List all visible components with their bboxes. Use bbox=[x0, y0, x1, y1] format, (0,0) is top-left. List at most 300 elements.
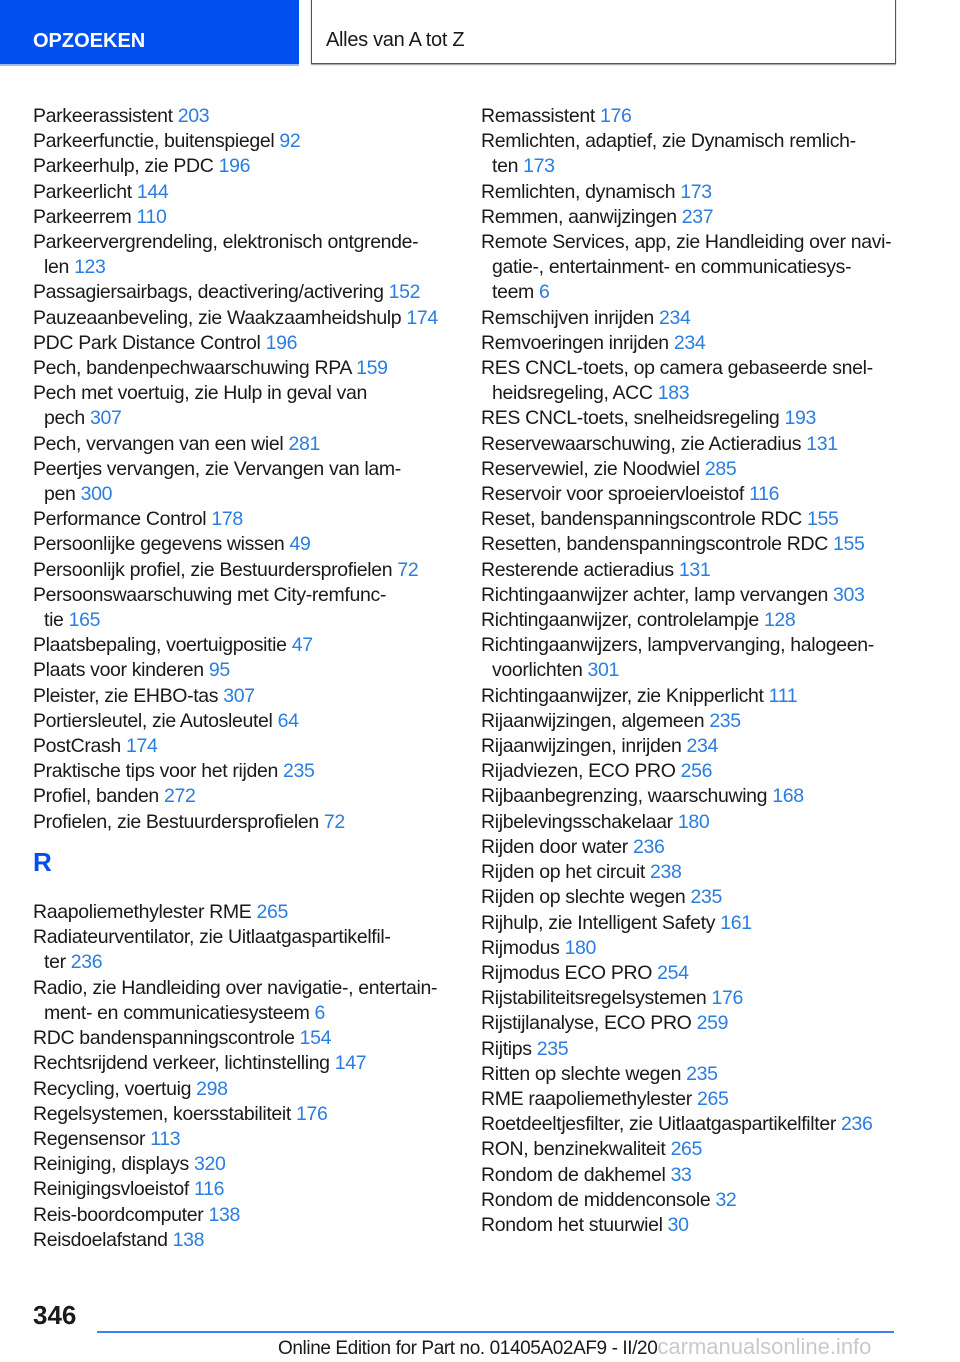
index-letter-heading: R bbox=[33, 846, 52, 877]
index-entry-line bbox=[33, 784, 453, 809]
index-entry-line bbox=[481, 1213, 921, 1238]
index-entry-line bbox=[481, 381, 921, 406]
index-entry-text: Remvoeringen inrijden bbox=[481, 331, 669, 354]
index-entry-line bbox=[33, 900, 453, 925]
index-entry-line bbox=[481, 986, 921, 1011]
index-entry-text: Parkeerhulp, zie PDC bbox=[33, 155, 214, 178]
index-entry-text: RON, benzinekwaliteit bbox=[481, 1138, 666, 1161]
index-entry-text: Rijadviezen, ECO PRO bbox=[481, 760, 676, 783]
index-entry bbox=[481, 507, 921, 532]
index-entry bbox=[481, 129, 921, 179]
index-entry bbox=[481, 1163, 921, 1188]
index-entry bbox=[33, 356, 453, 381]
page-reference-link[interactable]: 6 bbox=[539, 281, 550, 304]
index-entry-text: Parkeerfunctie, buitenspiegel bbox=[33, 130, 275, 153]
page-reference-link[interactable]: 33 bbox=[670, 1163, 692, 1186]
index-entry bbox=[481, 205, 921, 230]
index-entry-text: RME raapoliemethylester bbox=[481, 1087, 692, 1110]
page-reference-link[interactable]: 131 bbox=[678, 558, 711, 581]
page-reference-link[interactable]: 234 bbox=[659, 306, 691, 329]
index-entry bbox=[33, 532, 453, 557]
index-entry-text: pen bbox=[44, 483, 76, 506]
index-entry bbox=[33, 457, 453, 507]
index-entry bbox=[33, 709, 453, 734]
index-entry-text: ter bbox=[44, 951, 66, 974]
page-reference-link[interactable]: 116 bbox=[749, 483, 780, 506]
index-entry-line bbox=[481, 1087, 921, 1112]
index-entry bbox=[33, 507, 453, 532]
index-entry bbox=[481, 784, 921, 809]
index-entry-text: Portiersleutel, zie Autosleutel bbox=[33, 709, 273, 732]
index-entry-text: Reisdoelafstand bbox=[33, 1228, 168, 1251]
index-entry-text: Profiel, banden bbox=[33, 785, 159, 808]
page-reference-link[interactable]: 147 bbox=[334, 1052, 367, 1075]
index-entry-line bbox=[33, 759, 453, 784]
edition-text: Online Edition for Part no. 01405A02AF9 - II/20 bbox=[278, 1338, 658, 1359]
footer-edition bbox=[278, 1334, 871, 1360]
index-entry-line bbox=[481, 1011, 921, 1036]
index-entry-text: RES CNCL-toets, snelheidsregeling bbox=[481, 407, 780, 430]
index-entry-line bbox=[33, 1077, 453, 1102]
index-entry-line bbox=[33, 306, 453, 331]
index-entry bbox=[481, 356, 921, 406]
index-entry-line bbox=[33, 1051, 453, 1076]
index-entry-line bbox=[481, 356, 921, 381]
page-reference-link[interactable]: 110 bbox=[136, 205, 167, 228]
page-reference-link[interactable]: 138 bbox=[172, 1228, 205, 1251]
index-entry-text: Persoonswaarschuwing met City-remfunc- bbox=[33, 583, 386, 606]
page-reference-link[interactable]: 303 bbox=[833, 583, 865, 606]
index-entry-text: Rijstabiliteitsregelsystemen bbox=[481, 987, 707, 1010]
page-reference-link[interactable]: 259 bbox=[696, 1012, 729, 1035]
page-reference-link[interactable]: 154 bbox=[299, 1027, 332, 1050]
page-reference-link[interactable]: 128 bbox=[763, 609, 796, 632]
page-reference-link[interactable]: 155 bbox=[806, 508, 839, 531]
page-reference-link[interactable]: 138 bbox=[208, 1203, 240, 1226]
index-entry-line bbox=[481, 684, 921, 709]
index-entry-line bbox=[481, 507, 921, 532]
page-reference-link[interactable]: 307 bbox=[223, 684, 255, 707]
page-reference-link[interactable]: 174 bbox=[125, 735, 158, 758]
index-entry-text: Radiateurventilator, zie Uitlaatgaspartikelfil- bbox=[33, 926, 391, 949]
index-entry-line bbox=[33, 1177, 453, 1202]
page-reference-link[interactable]: 300 bbox=[80, 483, 113, 506]
index-entry bbox=[33, 583, 453, 633]
index-entry-text: Parkeerassistent bbox=[33, 105, 173, 127]
index-entry bbox=[33, 925, 453, 975]
index-entry-text: Profielen, zie Bestuurdersprofielen bbox=[33, 810, 319, 833]
page-reference-link[interactable]: 235 bbox=[283, 760, 315, 783]
index-entry bbox=[481, 1188, 921, 1213]
index-entry-line bbox=[33, 104, 453, 129]
index-entry-text: Plaatsbepaling, voertuigpositie bbox=[33, 634, 287, 657]
page-reference-link[interactable]: 301 bbox=[587, 659, 620, 682]
page-reference-link[interactable]: 111 bbox=[768, 684, 798, 707]
index-entry-line bbox=[33, 1102, 453, 1127]
index-entry bbox=[33, 205, 453, 230]
index-entry bbox=[481, 684, 921, 709]
index-entry bbox=[33, 1152, 453, 1177]
index-entry-line bbox=[481, 961, 921, 986]
index-entry bbox=[33, 759, 453, 784]
index-entry-text: Reservewiel, zie Noodwiel bbox=[481, 457, 700, 480]
index-entry bbox=[481, 583, 921, 608]
page-reference-link[interactable]: 72 bbox=[323, 810, 345, 833]
index-entry-line bbox=[33, 457, 453, 482]
page-reference-link[interactable]: 144 bbox=[136, 180, 169, 203]
page-reference-link[interactable]: 236 bbox=[70, 951, 103, 974]
index-entry-text: Persoonlijke gegevens wissen bbox=[33, 533, 285, 556]
index-entry bbox=[481, 860, 921, 885]
page-reference-link[interactable]: 159 bbox=[356, 357, 388, 380]
index-entry-line bbox=[33, 255, 453, 280]
index-entry-line bbox=[481, 583, 921, 608]
index-entry bbox=[33, 1077, 453, 1102]
index-entry-text: Parkeerrem bbox=[33, 205, 132, 228]
index-entry-line bbox=[481, 205, 921, 230]
index-entry-text: Rondom de dakhemel bbox=[481, 1163, 666, 1186]
index-entry-line bbox=[481, 255, 921, 280]
watermark: carmanualsonline.info bbox=[657, 1334, 872, 1359]
index-entry-line bbox=[481, 331, 921, 356]
page-reference-link[interactable]: 234 bbox=[673, 331, 706, 354]
page-reference-link[interactable]: 234 bbox=[686, 735, 719, 758]
index-entry-line bbox=[33, 976, 453, 1001]
index-entry-line bbox=[481, 810, 921, 835]
index-entry-text: teem bbox=[492, 281, 534, 304]
index-entry-line bbox=[481, 1163, 921, 1188]
footer-divider bbox=[97, 1331, 894, 1333]
index-entry-line bbox=[33, 1203, 453, 1228]
page-reference-link[interactable]: 238 bbox=[649, 861, 682, 884]
index-entry bbox=[481, 457, 921, 482]
index-entry bbox=[33, 1228, 453, 1253]
index-entry-line bbox=[481, 306, 921, 331]
index-entry-line bbox=[33, 950, 453, 975]
index-entry-text: Reis-boordcomputer bbox=[33, 1203, 204, 1226]
index-entry-text: Richtingaanwijzer, zie Knipperlicht bbox=[481, 684, 764, 707]
page-reference-link[interactable]: 173 bbox=[523, 155, 555, 178]
index-entry bbox=[33, 432, 453, 457]
page-reference-link[interactable]: 236 bbox=[841, 1113, 873, 1136]
index-entry-line bbox=[481, 457, 921, 482]
index-entry-line bbox=[33, 1026, 453, 1051]
index-entry-text: Rijstijlanalyse, ECO PRO bbox=[481, 1012, 692, 1035]
page-reference-link[interactable]: 32 bbox=[715, 1188, 737, 1211]
index-entry bbox=[33, 558, 453, 583]
index-entry-text: Richtingaanwijzers, lampvervanging, halogeen- bbox=[481, 634, 874, 657]
index-entry-text: Peertjes vervangen, zie Vervangen van lam- bbox=[33, 457, 401, 480]
index-entry-text: Rijaanwijzingen, algemeen bbox=[481, 709, 705, 732]
index-entry bbox=[481, 734, 921, 759]
index-entry-text: Rijmodus ECO PRO bbox=[481, 961, 653, 984]
index-entry-line bbox=[481, 1137, 921, 1162]
page-reference-link[interactable]: 285 bbox=[704, 457, 737, 480]
index-entry bbox=[33, 633, 453, 658]
index-entry-text: Reset, bandenspanningscontrole RDC bbox=[481, 508, 802, 531]
index-entry-line bbox=[33, 925, 453, 950]
index-entry-text: Resterende actieradius bbox=[481, 558, 674, 581]
page-header bbox=[311, 0, 896, 64]
index-entry bbox=[481, 406, 921, 431]
index-entry-line bbox=[481, 180, 921, 205]
page-reference-link[interactable]: 235 bbox=[709, 709, 741, 732]
page-reference-link[interactable]: 237 bbox=[681, 205, 714, 228]
index-entry-line bbox=[481, 1188, 921, 1213]
index-entry-line bbox=[33, 507, 453, 532]
page-reference-link[interactable]: 64 bbox=[277, 709, 299, 732]
index-entry-line bbox=[33, 129, 453, 154]
index-entry-text: Pauzeaanbeveling, zie Waakzaamheidshulp bbox=[33, 306, 402, 329]
page-reference-link[interactable]: 155 bbox=[833, 533, 865, 556]
index-entry bbox=[481, 759, 921, 784]
index-entry-text: Praktische tips voor het rijden bbox=[33, 760, 278, 783]
index-entry-text: Persoonlijk profiel, zie Bestuurdersprofielen bbox=[33, 558, 393, 581]
index-entry bbox=[33, 280, 453, 305]
index-entry-line bbox=[481, 734, 921, 759]
index-entry-line bbox=[33, 684, 453, 709]
page-reference-link[interactable]: 131 bbox=[806, 432, 838, 455]
index-entry-text: Regelsystemen, koersstabiliteit bbox=[33, 1102, 291, 1125]
index-entry bbox=[481, 961, 921, 986]
index-entry bbox=[33, 381, 453, 431]
index-entry bbox=[481, 835, 921, 860]
page-reference-link[interactable]: 196 bbox=[218, 155, 251, 178]
page-reference-link[interactable]: 176 bbox=[711, 987, 743, 1010]
index-entry bbox=[481, 885, 921, 910]
index-entry-line bbox=[481, 154, 921, 179]
index-entry-line bbox=[33, 532, 453, 557]
index-entry-line bbox=[481, 784, 921, 809]
index-entry-text: ment- en communicatiesysteem bbox=[44, 1001, 310, 1024]
page-reference-link[interactable]: 235 bbox=[686, 1062, 718, 1085]
page-reference-link[interactable]: 72 bbox=[397, 558, 419, 581]
index-entry-line bbox=[33, 356, 453, 381]
index-entry-text: Recycling, voertuig bbox=[33, 1077, 192, 1100]
index-entry bbox=[481, 180, 921, 205]
page-reference-link[interactable]: 168 bbox=[772, 785, 804, 808]
index-entry-line bbox=[481, 835, 921, 860]
index-entry-text: Rijden op het circuit bbox=[481, 861, 645, 884]
index-entry-line bbox=[33, 734, 453, 759]
page-reference-link[interactable]: 298 bbox=[196, 1077, 228, 1100]
index-entry-line bbox=[33, 658, 453, 683]
page-reference-link[interactable]: 203 bbox=[177, 105, 210, 127]
page-reference-link[interactable]: 30 bbox=[667, 1213, 689, 1236]
index-entry-line bbox=[481, 911, 921, 936]
index-entry-text: Rondom de middenconsole bbox=[481, 1188, 711, 1211]
page-reference-link[interactable]: 235 bbox=[690, 886, 723, 909]
index-entry bbox=[33, 1102, 453, 1127]
index-entry-text: PDC Park Distance Control bbox=[33, 331, 261, 354]
index-entry-line bbox=[33, 583, 453, 608]
page-reference-link[interactable]: 123 bbox=[74, 256, 106, 279]
index-entry-text: Parkeerlicht bbox=[33, 180, 132, 203]
index-entry bbox=[33, 734, 453, 759]
page-reference-link[interactable]: 235 bbox=[536, 1037, 569, 1060]
index-entry bbox=[33, 104, 453, 129]
index-entry bbox=[33, 1177, 453, 1202]
index-entry bbox=[33, 180, 453, 205]
page-reference-link[interactable]: 178 bbox=[211, 508, 243, 531]
page-reference-link[interactable]: 236 bbox=[632, 835, 665, 858]
index-entry bbox=[33, 784, 453, 809]
index-entry-text: Raapoliemethylester RME bbox=[33, 901, 252, 924]
page-reference-link[interactable]: 256 bbox=[680, 760, 713, 783]
index-entry-text: Remlichten, adaptief, zie Dynamisch remlich- bbox=[481, 130, 856, 153]
page-reference-link[interactable]: 165 bbox=[68, 609, 101, 632]
page-reference-link[interactable]: 152 bbox=[388, 281, 421, 304]
page-reference-link[interactable]: 281 bbox=[288, 432, 320, 455]
page-reference-link[interactable]: 265 bbox=[256, 901, 289, 924]
index-entry-text: Richtingaanwijzer achter, lamp vervangen bbox=[481, 583, 828, 606]
index-entry-line bbox=[33, 482, 453, 507]
index-entry bbox=[481, 331, 921, 356]
index-entry bbox=[33, 306, 453, 331]
page-title: Alles van A tot Z bbox=[326, 29, 465, 51]
index-entry-text: RES CNCL-toets, op camera gebaseerde snel- bbox=[481, 357, 873, 380]
index-entry-text: RDC bandenspanningscontrole bbox=[33, 1027, 295, 1050]
index-entry bbox=[481, 482, 921, 507]
index-entry-text: Reinigingsvloeistof bbox=[33, 1178, 189, 1201]
index-entry bbox=[33, 154, 453, 179]
index-entry bbox=[481, 1011, 921, 1036]
page-reference-link[interactable]: 92 bbox=[279, 130, 301, 153]
index-entry-text: len bbox=[44, 256, 69, 279]
index-entry-text: pech bbox=[44, 407, 85, 430]
index-entry-line bbox=[481, 558, 921, 583]
page-reference-link[interactable]: 307 bbox=[89, 407, 122, 430]
index-entry bbox=[33, 976, 453, 1026]
index-entry-line bbox=[481, 230, 921, 255]
index-entry bbox=[481, 1137, 921, 1162]
page-reference-link[interactable]: 6 bbox=[314, 1001, 326, 1024]
page-reference-link[interactable]: 47 bbox=[291, 634, 313, 657]
page-reference-link[interactable]: 176 bbox=[600, 105, 632, 127]
index-entry-line bbox=[481, 432, 921, 457]
index-entry-text: Remschijven inrijden bbox=[481, 306, 654, 329]
index-entry bbox=[481, 432, 921, 457]
index-entry bbox=[481, 532, 921, 557]
index-entry bbox=[33, 1203, 453, 1228]
page-reference-link[interactable]: 116 bbox=[194, 1178, 225, 1201]
section-tab-opzoeken[interactable] bbox=[0, 0, 299, 66]
index-entry-line bbox=[481, 860, 921, 885]
page-reference-link[interactable]: 174 bbox=[406, 306, 438, 329]
index-entry-text: voorlichten bbox=[492, 659, 583, 682]
index-entry bbox=[33, 1127, 453, 1152]
section-tab-label: OPZOEKEN bbox=[33, 30, 146, 52]
index-entry-line bbox=[33, 633, 453, 658]
index-entry-text: Roetdeeltjesfilter, zie Uitlaatgaspartikelfilter bbox=[481, 1113, 836, 1136]
index-entry bbox=[33, 810, 453, 835]
index-entry bbox=[481, 633, 921, 683]
index-entry bbox=[481, 911, 921, 936]
index-entry bbox=[481, 104, 921, 129]
page-reference-link[interactable]: 196 bbox=[265, 331, 298, 354]
index-entry-text: Rijhulp, zie Intelligent Safety bbox=[481, 911, 716, 934]
index-entry-line bbox=[33, 205, 453, 230]
page-reference-link[interactable]: 173 bbox=[680, 180, 712, 203]
index-entry bbox=[481, 230, 921, 306]
index-entry bbox=[481, 936, 921, 961]
index-entry-text: Passagiersairbags, deactivering/activering bbox=[33, 281, 384, 304]
page-number: 346 bbox=[33, 1300, 77, 1330]
page-reference-link[interactable]: 180 bbox=[564, 936, 597, 959]
index-entry-text: ten bbox=[492, 155, 519, 178]
index-entry-text: Reservewaarschuwing, zie Actieradius bbox=[481, 432, 802, 455]
index-entry bbox=[33, 129, 453, 154]
index-entry-line bbox=[481, 532, 921, 557]
index-entry bbox=[481, 608, 921, 633]
index-entry-line bbox=[33, 608, 453, 633]
index-entry-text: Richtingaanwijzer, controlelampje bbox=[481, 609, 759, 632]
index-entry bbox=[481, 306, 921, 331]
index-entry-line bbox=[33, 1127, 453, 1152]
index-entry-text: Ritten op slechte wegen bbox=[481, 1062, 682, 1085]
page-reference-link[interactable]: 176 bbox=[296, 1102, 328, 1125]
page-reference-link[interactable]: 183 bbox=[657, 382, 690, 405]
page-reference-link[interactable]: 272 bbox=[164, 785, 196, 808]
page-reference-link[interactable]: 49 bbox=[289, 533, 311, 556]
index-entry-line bbox=[33, 810, 453, 835]
index-entry bbox=[481, 986, 921, 1011]
index-entry-line bbox=[33, 406, 453, 431]
index-column-left bbox=[33, 104, 453, 1253]
index-entry-text: Rijmodus bbox=[481, 936, 560, 959]
page-reference-link[interactable]: 113 bbox=[150, 1127, 181, 1150]
index-entry-text: Performance Control bbox=[33, 508, 207, 531]
index-entry-line bbox=[481, 759, 921, 784]
index-entry bbox=[481, 1037, 921, 1062]
index-entry-line bbox=[481, 406, 921, 431]
index-entry-line bbox=[481, 885, 921, 910]
index-entry-text: Rijbelevingsschakelaar bbox=[481, 810, 673, 833]
page-reference-link[interactable]: 193 bbox=[784, 407, 817, 430]
index-entry-line bbox=[33, 230, 453, 255]
page-reference-link[interactable]: 265 bbox=[696, 1087, 729, 1110]
index-entry bbox=[33, 684, 453, 709]
page-reference-link[interactable]: 95 bbox=[208, 659, 230, 682]
index-entry bbox=[33, 230, 453, 280]
index-entry-text: heidsregeling, ACC bbox=[492, 382, 653, 405]
page-reference-link[interactable]: 254 bbox=[657, 961, 689, 984]
index-entry-line bbox=[33, 1152, 453, 1177]
index-entry-text: Plaats voor kinderen bbox=[33, 659, 204, 682]
index-entry-line bbox=[481, 104, 921, 129]
index-entry bbox=[33, 1051, 453, 1076]
page-reference-link[interactable]: 161 bbox=[720, 911, 752, 934]
index-entry-text: Pleister, zie EHBO-tas bbox=[33, 684, 219, 707]
page-reference-link[interactable]: 265 bbox=[670, 1138, 703, 1161]
index-column-right bbox=[481, 104, 921, 1238]
index-entry bbox=[33, 331, 453, 356]
page-reference-link[interactable]: 320 bbox=[194, 1153, 226, 1176]
index-entry-line bbox=[481, 280, 921, 305]
index-entry-line bbox=[481, 1037, 921, 1062]
index-entry-text: Pech met voertuig, zie Hulp in geval van bbox=[33, 382, 367, 405]
index-entry-text: Radio, zie Handleiding over navigatie-, entertain- bbox=[33, 976, 438, 999]
index-entry bbox=[481, 1112, 921, 1137]
index-entry bbox=[481, 1062, 921, 1087]
index-entry-text: Parkeervergrendeling, elektronisch ontgrende- bbox=[33, 231, 419, 254]
index-entry-text: Resetten, bandenspanningscontrole RDC bbox=[481, 533, 828, 556]
index-entry-text: Remote Services, app, zie Handleiding over navi- bbox=[481, 231, 892, 254]
index-entry-text: Rijden door water bbox=[481, 835, 628, 858]
page-reference-link[interactable]: 180 bbox=[677, 810, 710, 833]
index-entry bbox=[33, 1026, 453, 1051]
index-entry-text: Pech, vervangen van een wiel bbox=[33, 432, 284, 455]
